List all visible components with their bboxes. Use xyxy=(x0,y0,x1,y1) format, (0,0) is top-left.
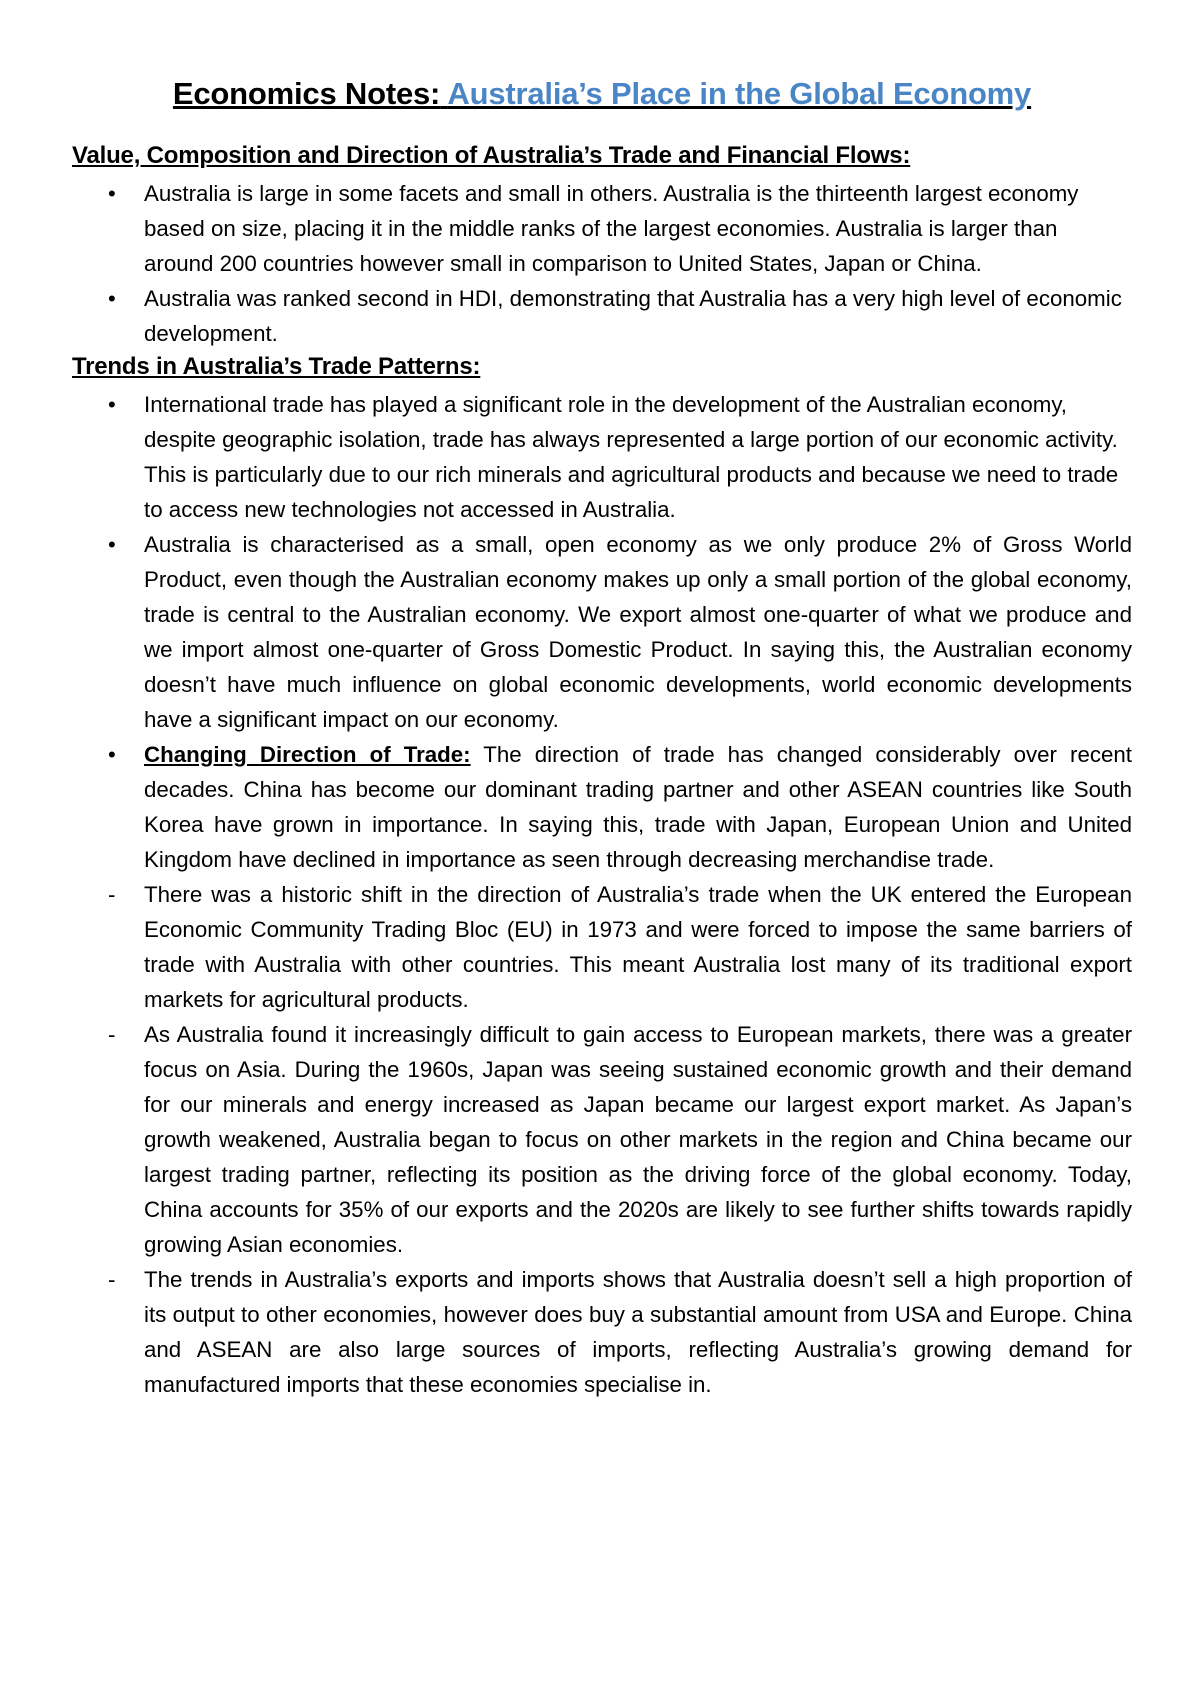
list-item xyxy=(72,281,1132,351)
document-page xyxy=(72,76,1132,1402)
dash-marker: - xyxy=(108,882,116,907)
title-prefix: Economics Notes: xyxy=(172,76,441,111)
section-heading-value-composition: Value, Composition and Direction of Australia’s Trade and Financial Flows: xyxy=(72,142,911,169)
section-2-list xyxy=(72,387,1132,1402)
section-heading-trade-patterns: Trends in Australia’s Trade Patterns: xyxy=(72,353,481,380)
bullet-marker: • xyxy=(108,742,116,767)
list-item xyxy=(72,527,1132,737)
title-accent: Australia’s Place in the Global Economy xyxy=(447,76,1032,111)
list-item-text: Australia is characterised as a small, open economy as we only produce 2% of Gross World Product, even though the Australian economy makes up only a small portion of the global economy, trade is central to the Australian economy. We export almost one-quarter of what we produce and we import almost one-quarter of Gross Domestic Product. In saying this, the Australian economy doesn’t have much influence on global economic developments, world economic developments have a significant impact on our economy. xyxy=(144,532,1132,732)
section-1-list xyxy=(72,176,1132,351)
list-item-text: International trade has played a significant role in the development of the Australian economy, despite geographic isolation, trade has always represented a large portion of our economic activity. This is particularly due to our rich minerals and agricultural products and because we need to trade to access new technologies not accessed in Australia. xyxy=(144,392,1119,522)
list-item xyxy=(72,737,1132,877)
bullet-marker: • xyxy=(108,181,116,206)
list-item xyxy=(72,176,1132,281)
list-item xyxy=(72,877,1132,1017)
list-item-text: As Australia found it increasingly difficult to gain access to European markets, there was a greater focus on Asia. During the 1960s, Japan was seeing sustained economic growth and their demand for our minerals and energy increased as Japan became our largest export market. As Japan’s growth weakened, Australia began to focus on other markets in the region and China became our largest trading partner, reflecting its position as the driving force of the global economy. Today, China accounts for 35% of our exports and the 2020s are likely to see further shifts towards rapidly growing Asian economies. xyxy=(144,1022,1132,1257)
list-item-text: Australia was ranked second in HDI, demonstrating that Australia has a very high level of economic development. xyxy=(144,286,1122,346)
dash-marker: - xyxy=(108,1022,116,1047)
bullet-marker: • xyxy=(108,532,116,557)
list-item-text: There was a historic shift in the direction of Australia’s trade when the UK entered the European Economic Community Trading Bloc (EU) in 1973 and were forced to impose the same barriers of trade with Australia with other countries. This meant Australia lost many of its traditional export markets for agricultural products. xyxy=(144,882,1132,1012)
list-item xyxy=(72,1262,1132,1402)
list-item-text: Australia is large in some facets and small in others. Australia is the thirteenth largest economy based on size, placing it in the middle ranks of the largest economies. Australia is larger than around 200 countries however small in comparison to United States, Japan or China. xyxy=(144,181,1079,276)
list-item-text: The trends in Australia’s exports and imports shows that Australia doesn’t sell a high proportion of its output to other economies, however does buy a substantial amount from USA and Europe. China and ASEAN are also large sources of imports, reflecting Australia’s growing demand for manufactured imports that these economies specialise in. xyxy=(144,1267,1132,1397)
inline-heading-changing-direction: Changing Direction of Trade: xyxy=(144,742,471,767)
list-item xyxy=(72,387,1132,527)
bullet-marker: • xyxy=(108,392,116,417)
list-item xyxy=(72,1017,1132,1262)
document-title xyxy=(72,76,1132,112)
bullet-marker: • xyxy=(108,286,116,311)
dash-marker: - xyxy=(108,1267,116,1292)
list-item-text: The direction of trade has changed considerably over recent decades. China has become our dominant trading partner and other ASEAN countries like South Korea have grown in importance. In saying this, trade with Japan, European Union and United Kingdom have declined in importance as seen through decreasing merchandise trade. xyxy=(144,742,1132,872)
